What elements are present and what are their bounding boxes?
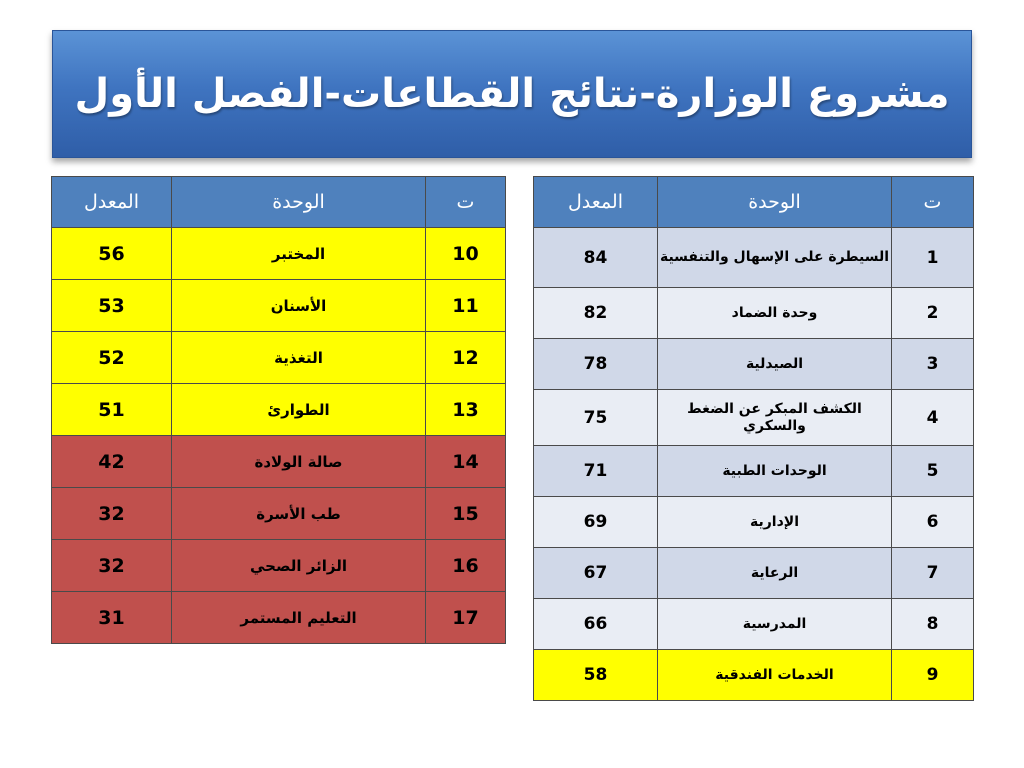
header-average: المعدل <box>534 177 658 228</box>
row-unit: الزائر الصحي <box>172 540 426 592</box>
header-average: المعدل <box>52 177 172 228</box>
header-index: ت <box>426 177 506 228</box>
row-average: 67 <box>534 548 658 599</box>
row-index: 17 <box>426 592 506 644</box>
row-average: 71 <box>534 446 658 497</box>
table-row <box>534 599 974 650</box>
table-row <box>534 548 974 599</box>
table-row <box>534 288 974 339</box>
row-average: 32 <box>52 540 172 592</box>
row-average: 42 <box>52 436 172 488</box>
header-unit: الوحدة <box>658 177 892 228</box>
table-row <box>52 280 506 332</box>
row-index: 1 <box>892 228 974 288</box>
row-average: 31 <box>52 592 172 644</box>
table-row <box>52 228 506 280</box>
row-index: 5 <box>892 446 974 497</box>
row-average: 56 <box>52 228 172 280</box>
row-unit: الرعاية <box>658 548 892 599</box>
row-unit: التعليم المستمر <box>172 592 426 644</box>
row-index: 13 <box>426 384 506 436</box>
row-unit: الأسنان <box>172 280 426 332</box>
table-row <box>52 436 506 488</box>
row-index: 10 <box>426 228 506 280</box>
table-row <box>534 228 974 288</box>
table-row <box>52 540 506 592</box>
row-average: 82 <box>534 288 658 339</box>
row-average: 78 <box>534 339 658 390</box>
row-index: 16 <box>426 540 506 592</box>
title-banner <box>52 30 972 158</box>
row-average: 69 <box>534 497 658 548</box>
row-unit: السيطرة على الإسهال والتنفسية <box>658 228 892 288</box>
row-unit: المختبر <box>172 228 426 280</box>
row-index: 14 <box>426 436 506 488</box>
table-row <box>52 592 506 644</box>
row-index: 8 <box>892 599 974 650</box>
table-row <box>52 332 506 384</box>
row-index: 4 <box>892 390 974 446</box>
row-unit: التغذية <box>172 332 426 384</box>
row-index: 9 <box>892 650 974 701</box>
row-index: 11 <box>426 280 506 332</box>
results-table-left <box>51 176 506 644</box>
row-average: 66 <box>534 599 658 650</box>
row-average: 84 <box>534 228 658 288</box>
row-index: 3 <box>892 339 974 390</box>
row-index: 15 <box>426 488 506 540</box>
table-header-row <box>52 177 506 228</box>
row-average: 53 <box>52 280 172 332</box>
table-row <box>534 390 974 446</box>
page-title: مشروع الوزارة-نتائج القطاعات-الفصل الأول <box>74 71 950 117</box>
table-row <box>534 497 974 548</box>
row-unit: الصيدلية <box>658 339 892 390</box>
row-unit: طب الأسرة <box>172 488 426 540</box>
row-unit: صالة الولادة <box>172 436 426 488</box>
results-table-right <box>533 176 974 701</box>
table-header-row <box>534 177 974 228</box>
row-average: 58 <box>534 650 658 701</box>
row-unit: الإدارية <box>658 497 892 548</box>
header-unit: الوحدة <box>172 177 426 228</box>
header-index: ت <box>892 177 974 228</box>
row-index: 7 <box>892 548 974 599</box>
table-row <box>534 339 974 390</box>
row-unit: الوحدات الطبية <box>658 446 892 497</box>
table-row <box>52 384 506 436</box>
row-average: 75 <box>534 390 658 446</box>
row-index: 12 <box>426 332 506 384</box>
row-index: 6 <box>892 497 974 548</box>
table-row <box>534 650 974 701</box>
row-unit: وحدة الضماد <box>658 288 892 339</box>
row-average: 32 <box>52 488 172 540</box>
row-unit: الطوارئ <box>172 384 426 436</box>
row-average: 52 <box>52 332 172 384</box>
row-unit: المدرسية <box>658 599 892 650</box>
row-unit: الخدمات الفندقية <box>658 650 892 701</box>
table-row <box>534 446 974 497</box>
row-unit: الكشف المبكر عن الضغط والسكري <box>658 390 892 446</box>
table-row <box>52 488 506 540</box>
row-average: 51 <box>52 384 172 436</box>
row-index: 2 <box>892 288 974 339</box>
